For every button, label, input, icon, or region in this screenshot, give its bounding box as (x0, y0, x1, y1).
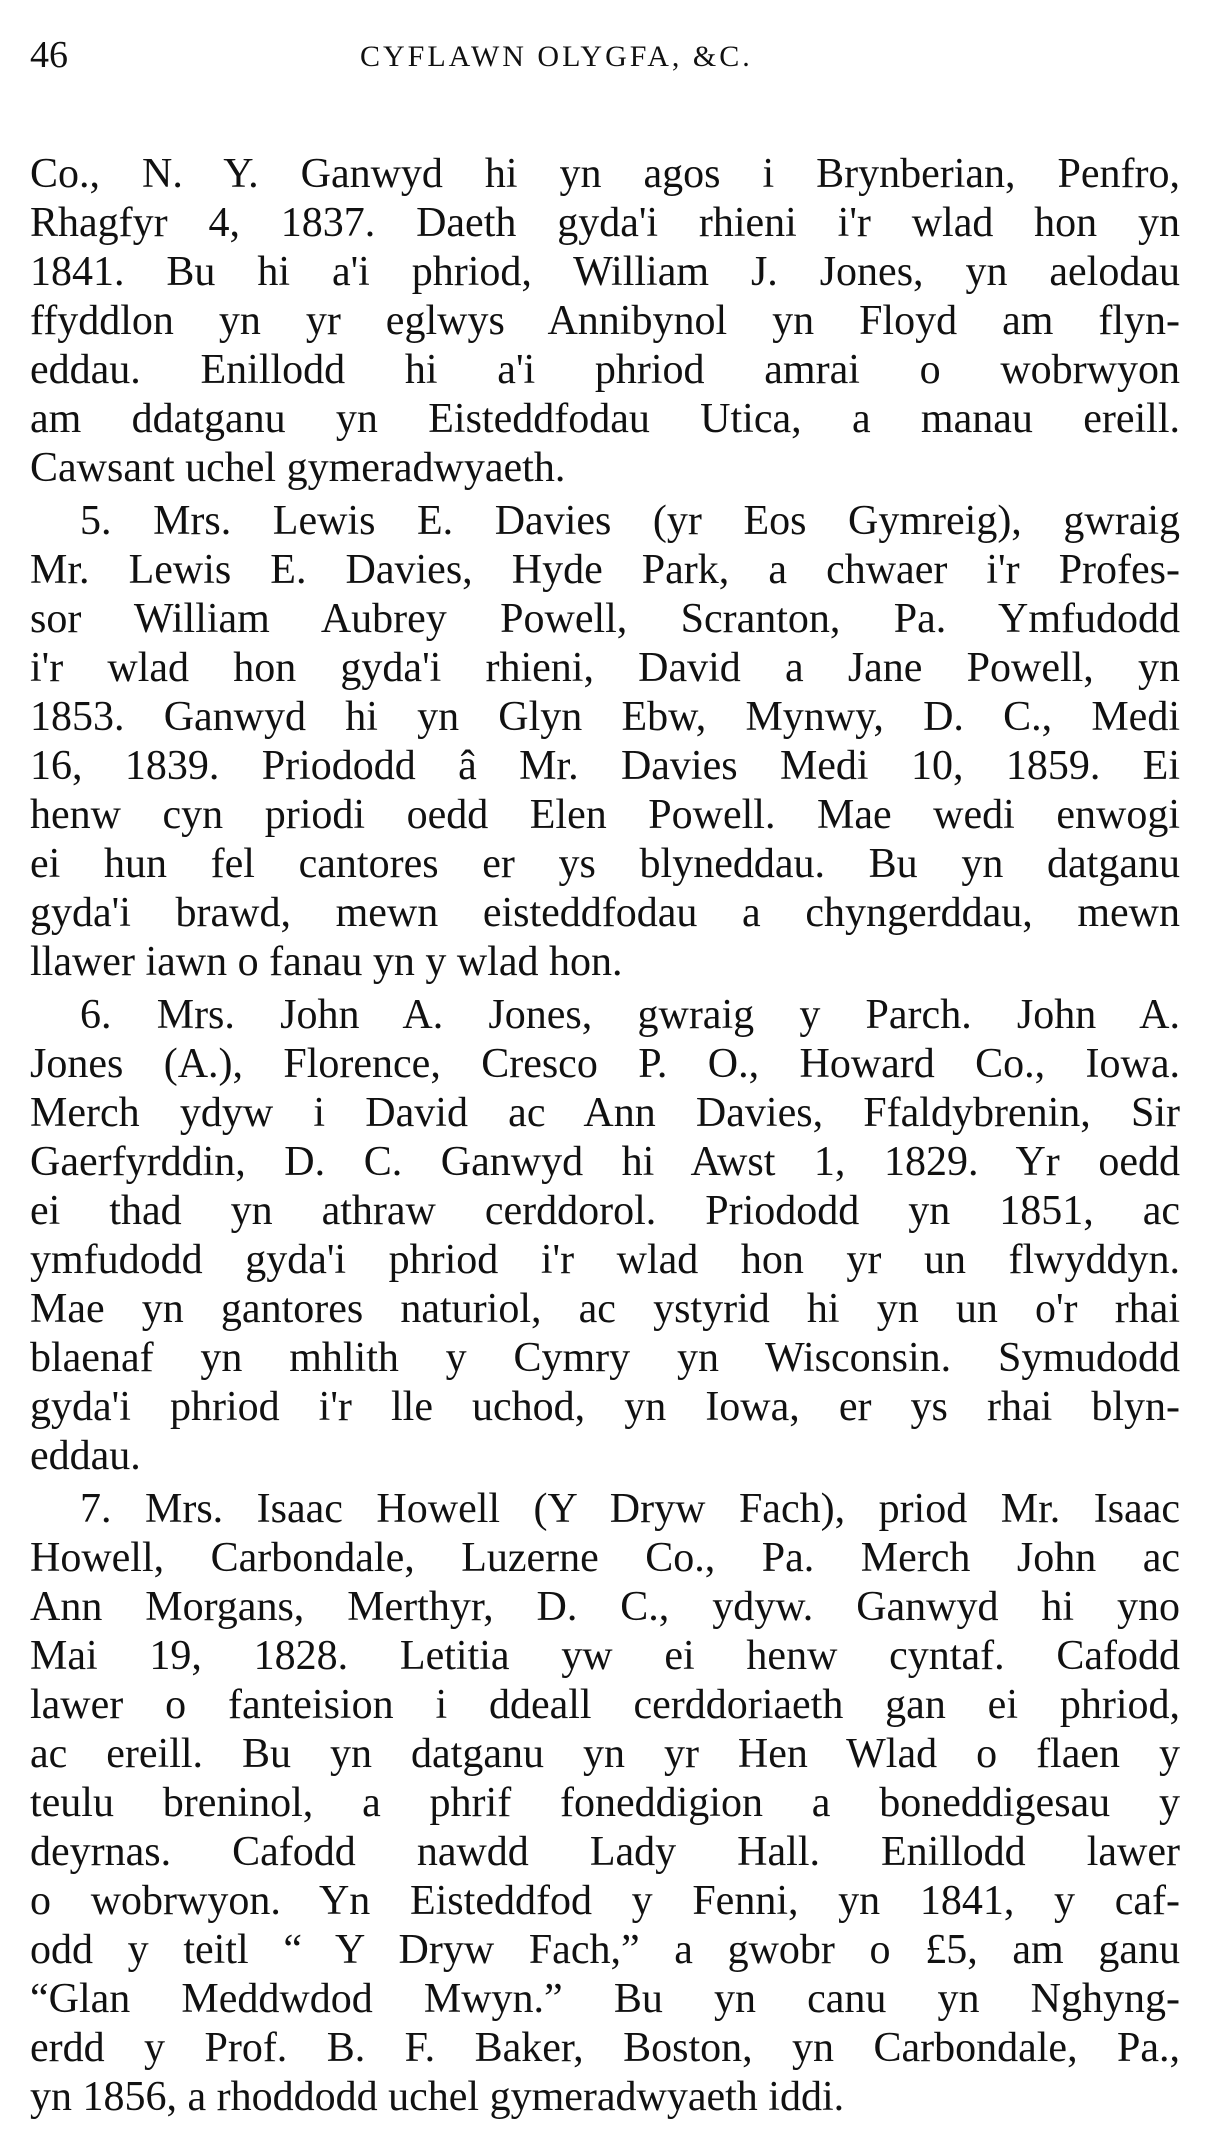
text-line: 6. Mrs. John A. Jones, gwraig y Parch. John A. (80, 992, 1180, 1038)
text-line: gyda'i brawd, mewn eisteddfodau a chyngerddau, mewn (30, 890, 1180, 936)
text-line: ei hun fel cantores er ys blyneddau. Bu yn datganu (30, 841, 1180, 887)
text-line: Jones (A.), Florence, Cresco P. O., Howard Co., Iowa. (30, 1041, 1180, 1087)
text-line: ymfudodd gyda'i phriod i'r wlad hon yr un flwyddyn. (30, 1237, 1180, 1283)
text-line: eddau. Enillodd hi a'i phriod amrai o wobrwyon (30, 347, 1180, 393)
running-title: CYFLAWN OLYGFA, &C. (360, 40, 753, 73)
text-line: deyrnas. Cafodd nawdd Lady Hall. Enillodd lawer (30, 1829, 1180, 1875)
text-line: odd y teitl “ Y Dryw Fach,” a gwobr o £5, am ganu (30, 1927, 1180, 1973)
page-number: 46 (30, 34, 68, 76)
body-text (30, 150, 1180, 2122)
paragraph (30, 497, 1180, 987)
text-line: Co., N. Y. Ganwyd hi yn agos i Brynberian, Penfro, (30, 151, 1180, 197)
text-line: Howell, Carbondale, Luzerne Co., Pa. Merch John ac (30, 1535, 1180, 1581)
text-line: 16, 1839. Priododd â Mr. Davies Medi 10, 1859. Ei (30, 743, 1180, 789)
text-line: blaenaf yn mhlith y Cymry yn Wisconsin. Symudodd (30, 1335, 1180, 1381)
text-line: 7. Mrs. Isaac Howell (Y Dryw Fach), priod Mr. Isaac (80, 1486, 1180, 1532)
text-line: Cawsant uchel gymeradwyaeth. (30, 445, 566, 491)
text-line: yn 1856, a rhoddodd uchel gymeradwyaeth iddi. (30, 2074, 845, 2120)
paragraph (30, 991, 1180, 1481)
text-line: Mae yn gantores naturiol, ac ystyrid hi yn un o'r rhai (30, 1286, 1180, 1332)
text-line: 5. Mrs. Lewis E. Davies (yr Eos Gymreig), gwraig (80, 498, 1180, 544)
text-line: Merch ydyw i David ac Ann Davies, Ffaldybrenin, Sir (30, 1090, 1180, 1136)
text-line: ac ereill. Bu yn datganu yn yr Hen Wlad o flaen y (30, 1731, 1180, 1777)
text-line: lawer o fanteision i ddeall cerddoriaeth gan ei phriod, (30, 1682, 1180, 1728)
text-line: henw cyn priodi oedd Elen Powell. Mae wedi enwogi (30, 792, 1180, 838)
text-line: Ann Morgans, Merthyr, D. C., ydyw. Ganwyd hi yno (30, 1584, 1180, 1630)
text-line: llawer iawn o fanau yn y wlad hon. (30, 939, 623, 985)
text-line: Gaerfyrddin, D. C. Ganwyd hi Awst 1, 1829. Yr oedd (30, 1139, 1180, 1185)
text-line: erdd y Prof. B. F. Baker, Boston, yn Carbondale, Pa., (30, 2025, 1180, 2071)
text-line: ei thad yn athraw cerddorol. Priododd yn 1851, ac (30, 1188, 1180, 1234)
text-line: ffyddlon yn yr eglwys Annibynol yn Floyd am flyn- (30, 298, 1180, 344)
paragraph (30, 150, 1180, 493)
page-header (30, 30, 1180, 90)
paragraph (30, 1485, 1180, 2122)
text-line: 1841. Bu hi a'i phriod, William J. Jones, yn aelodau (30, 249, 1180, 295)
text-line: o wobrwyon. Yn Eisteddfod y Fenni, yn 1841, y caf- (30, 1878, 1180, 1924)
text-line: teulu breninol, a phrif foneddigion a boneddigesau y (30, 1780, 1180, 1826)
text-line: eddau. (30, 1433, 141, 1479)
text-line: “Glan Meddwdod Mwyn.” Bu yn canu yn Nghyng- (30, 1976, 1180, 2022)
text-line: Rhagfyr 4, 1837. Daeth gyda'i rhieni i'r wlad hon yn (30, 200, 1180, 246)
text-line: Mai 19, 1828. Letitia yw ei henw cyntaf. Cafodd (30, 1633, 1180, 1679)
text-line: 1853. Ganwyd hi yn Glyn Ebw, Mynwy, D. C., Medi (30, 694, 1180, 740)
text-line: am ddatganu yn Eisteddfodau Utica, a manau ereill. (30, 396, 1180, 442)
page (30, 30, 1180, 2126)
text-line: gyda'i phriod i'r lle uchod, yn Iowa, er ys rhai blyn- (30, 1384, 1180, 1430)
text-line: sor William Aubrey Powell, Scranton, Pa. Ymfudodd (30, 596, 1180, 642)
text-line: i'r wlad hon gyda'i rhieni, David a Jane Powell, yn (30, 645, 1180, 691)
text-line: Mr. Lewis E. Davies, Hyde Park, a chwaer i'r Profes- (30, 547, 1180, 593)
